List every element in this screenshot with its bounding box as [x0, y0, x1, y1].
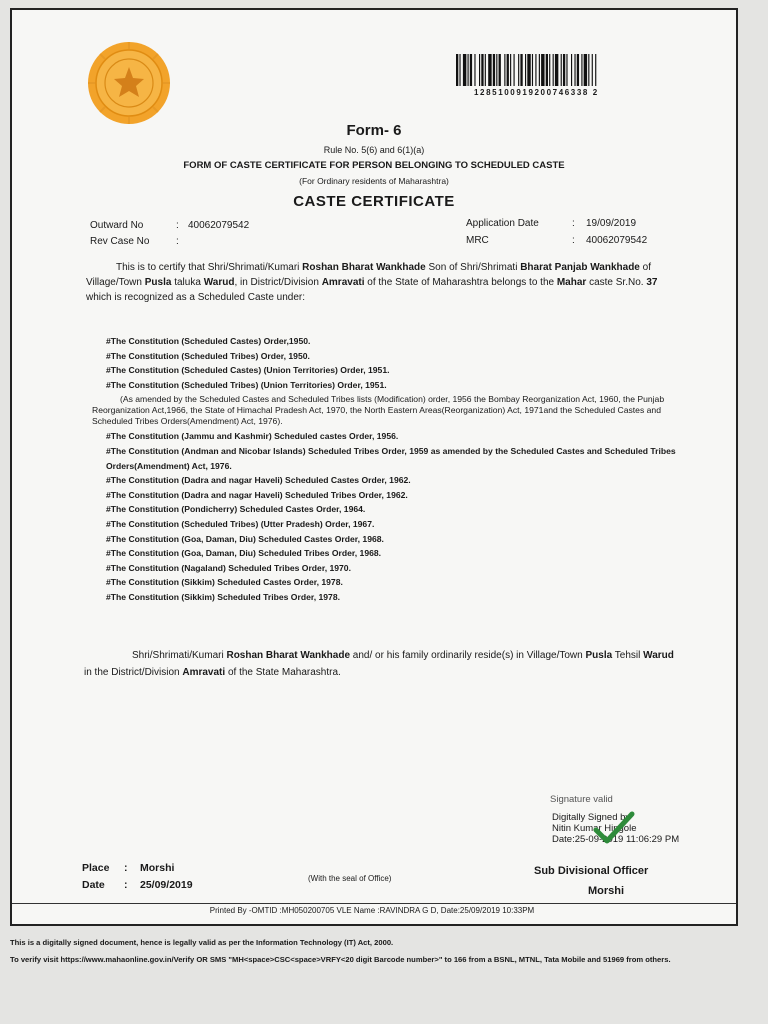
residence-district: Amravati [182, 667, 226, 678]
order-item: #The Constitution (Pondicherry) Scheduled Castes Order, 1964. [106, 504, 366, 515]
order-item: #The Constitution (Sikkim) Scheduled Tribes Order, 1978. [106, 591, 340, 602]
barcode-bar [518, 54, 519, 86]
order-item: #The Constitution (Andman and Nicobar Islands) Scheduled Tribes Order, 1959 as amended by the Scheduled Castes and Scheduled Tribes Orders(Amendment) Act, 1976. [106, 445, 676, 471]
residence-text: and/ or his family ordinarily reside(s) in Village/Town [350, 650, 586, 661]
barcode-bar [463, 54, 466, 86]
order-item: #The Constitution (Dadra and nagar Haveli) Scheduled Tribes Order, 1962. [106, 489, 408, 500]
barcode-bar [553, 54, 554, 86]
footer-line: To verify visit https://www.mahaonline.gov.in/Verify OR SMS "MH<space>CSC<space>VRFY<20 digit Barcode number>" to 166 from a BSNL, MTNL, Tata Mobile and 51969 from others. [10, 955, 671, 964]
barcode-bar [488, 54, 491, 86]
barcode-bar [592, 54, 593, 86]
barcode-bar [527, 54, 530, 86]
order-item: #The Constitution (Sikkim) Scheduled Castes Order, 1978. [106, 577, 343, 588]
residency-note: (For Ordinary residents of Maharashtra) [299, 176, 449, 186]
barcode-bar [581, 54, 582, 86]
mrc-value: 40062079542 [586, 235, 648, 246]
verification-footer [10, 934, 758, 968]
digitally-signed-by: Digitally Signed by [552, 812, 631, 823]
form-description: FORM OF CASTE CERTIFICATE FOR PERSON BELONGING TO SCHEDULED CASTE [183, 160, 565, 171]
certify-text: taluka [171, 277, 204, 288]
seal-note: (With the seal of Office) [308, 874, 392, 883]
barcode-bar [584, 54, 587, 86]
signature-check-icon [592, 810, 636, 846]
outward-value: 40062079542 [188, 220, 250, 231]
district: Amravati [321, 277, 365, 288]
barcode-bar [474, 54, 475, 86]
application-date-label: Application Date [466, 218, 539, 229]
certify-paragraph [86, 260, 676, 305]
mrc-label: MRC [466, 235, 489, 246]
barcode-bar [525, 54, 526, 86]
caste: Mahar [556, 277, 587, 288]
place-value: Morshi [140, 862, 175, 874]
taluka: Warud [203, 277, 235, 288]
barcode-bar [549, 54, 550, 86]
residence-text: Shri/Shrimati/Kumari [132, 650, 227, 661]
rev-case-value: : [176, 236, 179, 247]
date-colon: : [124, 879, 128, 891]
residence-tehsil: Warud [643, 650, 674, 661]
amendment-note: (As amended by the Scheduled Castes and Scheduled Tribes lists (Modification) order, 1956 the Bombay Reorganization Act, 1960, the Punjab Reorganization Act,1966, the State of Himachal Pradesh Act, 1970, the North Eastern Areas(Reorganization) Act, 1971and the Scheduled Castes and Scheduled Tribes Orders(Amendment) Act, 1976). [92, 394, 665, 427]
residence-text: Tehsil [612, 650, 644, 661]
resident-name: Roshan Bharat Wankhade [226, 650, 351, 661]
barcode-bar [577, 54, 579, 86]
order-item: #The Constitution (Scheduled Tribes) (Union Territories) Order, 1951. [106, 379, 387, 390]
barcode-bar [561, 54, 562, 86]
village: Pusla [144, 277, 172, 288]
outward-label: Outward No [90, 220, 144, 231]
barcode-bar [588, 54, 589, 86]
barcode-bar [555, 54, 558, 86]
constitution-orders-list [92, 334, 696, 605]
barcode-bar [456, 54, 458, 86]
parent-name: Bharat Panjab Wankhade [520, 262, 640, 273]
barcode-bar [481, 54, 483, 86]
order-item: #The Constitution (Jammu and Kashmir) Scheduled castes Order, 1956. [106, 431, 399, 442]
date-label: Date [82, 879, 105, 891]
barcode-bar [479, 54, 480, 86]
order-item: #The Constitution (Scheduled Tribes) (Utter Pradesh) Order, 1967. [106, 518, 375, 529]
signer-name: Nitin Kumar Hingole [552, 823, 637, 834]
applicant-name: Roshan Bharat Wankhade [302, 262, 426, 273]
certify-text: This is to certify that Shri/Shrimati/Kumari [116, 262, 303, 273]
rev-case-label: Rev Case No [90, 236, 150, 247]
barcode-bar [504, 54, 505, 86]
barcode-bar [459, 54, 460, 86]
barcode-bar [595, 54, 596, 86]
signature-date: Date:25-09-2019 11:06:29 PM [552, 834, 680, 845]
certify-text: caste Sr.No. [586, 277, 647, 288]
caste-serial: 37 [646, 277, 658, 288]
barcode-bar [507, 54, 509, 86]
barcode-bar [566, 54, 567, 86]
officer-place: Morshi [588, 885, 625, 897]
order-item: #The Constitution (Nagaland) Scheduled Tribes Order, 1970. [106, 562, 351, 573]
printed-by: Printed By -OMTID :MH050200705 VLE Name :RAVINDRA G D, Date:25/09/2019 10:33PM [209, 906, 535, 915]
barcode [456, 54, 688, 86]
barcode-bar [563, 54, 565, 86]
barcode-bar [539, 54, 540, 86]
residence-text: of the State Maharashtra. [225, 667, 341, 678]
barcode-bar [499, 54, 501, 86]
order-item: #The Constitution (Dadra and nagar Haveli) Scheduled Castes Order, 1962. [106, 475, 411, 486]
footer-line: This is a digitally signed document, hence is legally valid as per the Information Technology (IT) Act, 2000. [10, 938, 394, 947]
certify-text: Son of Shri/Shrimati [425, 262, 521, 273]
barcode-bar [574, 54, 575, 86]
place-label: Place [82, 862, 110, 874]
certify-text: of the State of Maharashtra belongs to the [364, 277, 557, 288]
maharashtra-emblem-icon [86, 40, 172, 126]
barcode-bar [571, 54, 572, 86]
form-title: Form- 6 [346, 122, 402, 139]
barcode-number: 1285100919200746338 2 [474, 88, 599, 97]
divider [12, 903, 736, 904]
order-item: #The Constitution (Scheduled Tribes) Order, 1950. [106, 350, 310, 361]
signature-valid: Signature valid [550, 794, 613, 805]
barcode-bar [485, 54, 486, 86]
rule-number: Rule No. 5(6) and 6(1)(a) [323, 145, 425, 155]
barcode-bar [496, 54, 497, 86]
order-item: #The Constitution (Scheduled Castes) (Union Territories) Order, 1951. [106, 365, 390, 376]
outward-colon: : [176, 220, 179, 231]
barcode-bar [546, 54, 548, 86]
application-date-colon: : [572, 218, 575, 229]
barcode-bar [535, 54, 536, 86]
barcode-bar [510, 54, 511, 86]
place-colon: : [124, 862, 128, 874]
barcode-bar [514, 54, 515, 86]
certify-text: , in District/Division [234, 277, 322, 288]
certificate-sheet [10, 8, 738, 926]
residence-paragraph [84, 647, 684, 681]
application-date-value: 19/09/2019 [586, 218, 637, 229]
order-item: #The Constitution (Goa, Daman, Diu) Scheduled Castes Order, 1968. [106, 533, 384, 544]
barcode-bar [468, 54, 469, 86]
certify-text: which is recognized as a Scheduled Caste under: [86, 292, 306, 303]
date-value: 25/09/2019 [140, 879, 193, 891]
barcode-bar [541, 54, 544, 86]
certify-text: of Village/Town [86, 262, 651, 288]
mrc-colon: : [572, 235, 575, 246]
barcode-bar [532, 54, 533, 86]
barcode-bar [520, 54, 522, 86]
certificate-title: CASTE CERTIFICATE [293, 193, 455, 210]
barcode-bar [493, 54, 495, 86]
order-item: #The Constitution (Goa, Daman, Diu) Scheduled Tribes Order, 1968. [106, 548, 382, 559]
residence-text: in the District/Division [84, 667, 183, 678]
order-item: #The Constitution (Scheduled Castes) Order,1950. [106, 336, 311, 346]
officer-title: Sub Divisional Officer [534, 865, 649, 877]
residence-village: Pusla [585, 650, 613, 661]
barcode-bar [470, 54, 472, 86]
